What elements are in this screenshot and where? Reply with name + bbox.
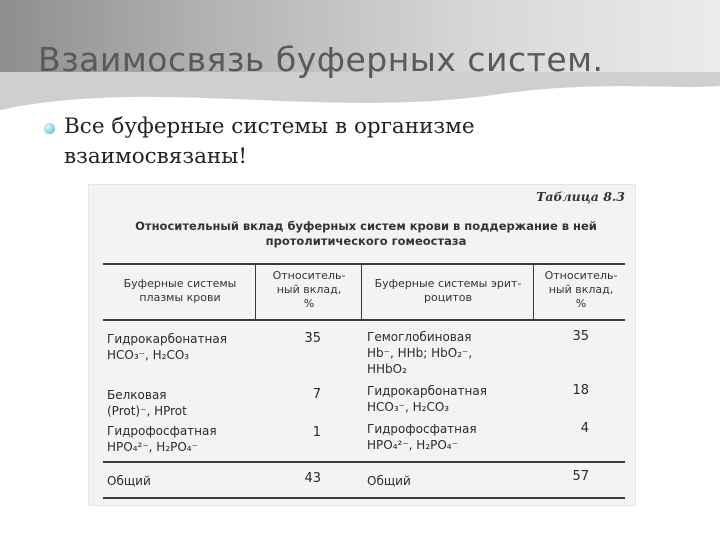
table-col-divider-3 <box>533 265 534 319</box>
table-col-divider-1 <box>255 265 256 319</box>
header-rbc-systems <box>363 277 533 305</box>
header-rbc-share <box>535 269 627 311</box>
rbc-total-value: 57 <box>572 469 589 484</box>
bullet-text <box>64 112 644 172</box>
table-header-rule <box>103 319 625 321</box>
table-row <box>107 331 257 363</box>
plasma-1-formula: HCO₃⁻, H₂CO₃ <box>107 348 190 362</box>
rbc-2-formula: HCO₃⁻, H₂CO₃ <box>367 400 450 414</box>
rbc-1-formula-2: HHbO₂ <box>367 362 407 376</box>
plasma-total-value: 43 <box>304 471 321 486</box>
plasma-3-formula: HPO₄²⁻, H₂PO₄⁻ <box>107 440 198 454</box>
plasma-1-value: 35 <box>304 331 321 346</box>
table-heading-line-2: протолитического гомеостаза <box>265 234 467 248</box>
rbc-3-formula: HPO₄²⁻, H₂PO₄⁻ <box>367 438 458 452</box>
header-plasma-systems-line-2: плазмы крови <box>139 291 221 304</box>
plasma-2-formula: (Prot)⁻, HProt <box>107 404 187 418</box>
plasma-3-name: Гидрофосфатная <box>107 424 217 438</box>
table-row <box>367 329 537 377</box>
plasma-total-label: Общий <box>107 474 151 488</box>
header-plasma-share-line-2: ный вклад, <box>276 283 342 296</box>
header-plasma-share-line-3: % <box>303 297 315 310</box>
table-row <box>107 423 257 455</box>
header-rbc-share-line-3: % <box>575 297 587 310</box>
rbc-3-value: 4 <box>580 421 589 436</box>
plasma-3-value: 1 <box>312 425 321 440</box>
bullet-item <box>44 112 644 172</box>
table-scan-image <box>88 184 636 506</box>
rbc-1-formula-1: Hb⁻, HHb; HbO₂⁻, <box>367 346 473 360</box>
rbc-1-value: 35 <box>572 329 589 344</box>
table-caption: Таблица 8.3 <box>536 189 625 204</box>
bullet-line-1: Все буферные системы в организме <box>64 114 475 139</box>
table-total-rule <box>103 461 625 463</box>
bullet-dot-icon <box>44 123 55 134</box>
header-plasma-systems-line-1: Буферные системы <box>123 277 237 290</box>
rbc-2-value: 18 <box>572 383 589 398</box>
table-row <box>107 387 257 419</box>
table-heading-line-1: Относительный вклад буферных систем крови в поддержание в ней <box>135 219 597 233</box>
header-plasma-share <box>257 269 361 311</box>
table-col-divider-2 <box>361 265 362 319</box>
rbc-3-name: Гидрофосфатная <box>367 422 477 436</box>
slide-title: Взаимосвязь буферных систем. <box>38 40 604 79</box>
header-rbc-systems-line-2: роцитов <box>424 291 472 304</box>
rbc-total-label: Общий <box>367 474 411 488</box>
table-row <box>367 421 537 453</box>
bullet-line-2: взаимосвязаны! <box>64 144 247 169</box>
header-rbc-share-line-2: ный вклад, <box>548 283 614 296</box>
header-plasma-share-line-1: Относитель- <box>272 269 346 282</box>
table-heading <box>113 219 619 249</box>
header-rbc-systems-line-1: Буферные системы эрит- <box>374 277 522 290</box>
header-plasma-systems <box>105 277 255 305</box>
rbc-1-name: Гемоглобиновая <box>367 330 472 344</box>
table-bottom-rule <box>103 497 625 499</box>
plasma-1-name: Гидрокарбонатная <box>107 332 227 346</box>
table-row <box>367 383 537 415</box>
rbc-2-name: Гидрокарбонатная <box>367 384 487 398</box>
plasma-2-name: Белковая <box>107 388 167 402</box>
table-top-rule <box>103 263 625 265</box>
plasma-2-value: 7 <box>312 387 321 402</box>
header-rbc-share-line-1: Относитель- <box>544 269 618 282</box>
